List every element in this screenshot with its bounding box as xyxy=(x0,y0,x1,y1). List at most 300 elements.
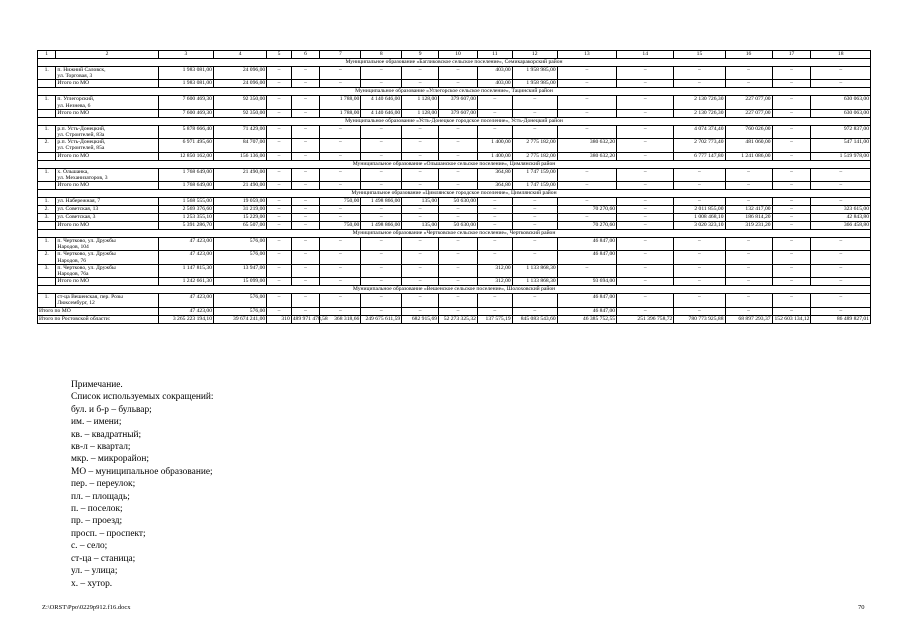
table-cell: – xyxy=(772,222,811,230)
table-cell: 380 632,20 xyxy=(557,152,616,160)
table-row xyxy=(38,222,871,230)
table-cell: – xyxy=(361,125,402,138)
table-cell: – xyxy=(477,294,512,307)
table-row xyxy=(38,251,871,264)
table-cell: 380 632,20 xyxy=(557,139,616,152)
table-cell: 86 489 827,01 xyxy=(811,315,871,323)
table-cell: – xyxy=(674,80,725,88)
table-cell: – xyxy=(617,222,674,230)
table-cell: 52 273 325,32 xyxy=(439,315,478,323)
table-cell: 156 136,00 xyxy=(213,152,266,160)
table-cell: – xyxy=(402,214,439,222)
table-cell: – xyxy=(361,206,402,214)
table-cell: – xyxy=(512,307,557,315)
table-cell: 47 423,00 xyxy=(158,307,213,315)
note-line: ул. – улица; xyxy=(71,566,118,577)
table-row xyxy=(38,307,871,315)
table-cell: – xyxy=(772,80,811,88)
table-cell: – xyxy=(557,214,616,222)
table-cell: 46 847,00 xyxy=(557,294,616,307)
note-line: Примечание. xyxy=(71,380,123,390)
table-cell: – xyxy=(267,139,292,152)
table-cell: 1 568 555,00 xyxy=(158,198,213,206)
table-cell: – xyxy=(772,96,811,109)
table-cell: – xyxy=(557,264,616,277)
table-cell: – xyxy=(725,294,772,307)
section-title: Муниципальное образование «Углегорское сельское поселение», Тацинский район xyxy=(38,88,871,96)
table-cell: 92 350,00 xyxy=(213,96,266,109)
table-cell: – xyxy=(291,222,320,230)
table-cell: – xyxy=(557,182,616,190)
page-number: 70 xyxy=(858,604,865,611)
table-cell: – xyxy=(617,139,674,152)
section-row xyxy=(38,88,871,96)
table-cell: – xyxy=(267,109,292,117)
table-cell: 1 400,00 xyxy=(477,152,512,160)
table-cell: – xyxy=(267,264,292,277)
table-cell: – xyxy=(439,264,478,277)
table-cell: – xyxy=(291,125,320,138)
table-cell: 1 253 355,10 xyxy=(158,214,213,222)
table-cell: 3. xyxy=(38,264,56,277)
table-cell: 319 231,20 xyxy=(725,222,772,230)
table-cell: – xyxy=(477,96,512,109)
table-cell: – xyxy=(772,307,811,315)
table-cell: – xyxy=(402,80,439,88)
table-cell: 3 265 223 194,10 xyxy=(158,315,213,323)
table-cell: – xyxy=(267,80,292,88)
table-cell: – xyxy=(267,251,292,264)
table-cell: 1. xyxy=(38,125,56,138)
table-row xyxy=(38,238,871,251)
table-cell: – xyxy=(477,307,512,315)
table-cell: Итого по МО xyxy=(56,182,158,190)
table-cell: – xyxy=(320,206,361,214)
note-line: просп. – проспект; xyxy=(71,528,146,539)
table-cell: – xyxy=(477,251,512,264)
table-cell: ул. Набережная, 7 xyxy=(56,198,158,206)
table-cell: – xyxy=(439,294,478,307)
table-cell: 1 768 649,00 xyxy=(158,182,213,190)
table-cell: – xyxy=(402,152,439,160)
table-cell: – xyxy=(477,109,512,117)
table-cell: – xyxy=(320,168,361,181)
column-header: 10 xyxy=(439,51,478,59)
table-cell: 2 130 726,30 xyxy=(674,109,725,117)
table-cell: – xyxy=(361,182,402,190)
table-cell: – xyxy=(512,198,557,206)
table-cell: – xyxy=(291,206,320,214)
table-cell: – xyxy=(557,168,616,181)
table-cell: Итого по МО xyxy=(56,109,158,117)
table-cell: 576,00 xyxy=(213,251,266,264)
note-line: бул. и б-р – бульвар; xyxy=(71,404,152,415)
table-cell: – xyxy=(674,294,725,307)
note-line: с. – село; xyxy=(71,541,108,552)
table-cell: 1 241 086,00 xyxy=(725,152,772,160)
table-row xyxy=(38,139,871,152)
table-cell: 39 674 241,00 xyxy=(213,315,266,323)
table-cell: 323 615,00 xyxy=(811,206,871,214)
table-cell: – xyxy=(291,67,320,80)
table-cell: 576,00 xyxy=(213,238,266,251)
table-cell: – xyxy=(439,238,478,251)
table-cell: 50 630,00 xyxy=(439,198,478,206)
section-row xyxy=(38,59,871,67)
column-header: 11 xyxy=(477,51,512,59)
table-cell: 780 773 925,88 xyxy=(674,315,725,323)
table-cell: – xyxy=(617,307,674,315)
section-row xyxy=(38,160,871,168)
table-cell: – xyxy=(439,125,478,138)
table-cell: 760 026,00 xyxy=(725,125,772,138)
table-cell: – xyxy=(320,264,361,277)
table-cell: – xyxy=(811,80,871,88)
table-cell: 489 971 478,58 xyxy=(292,315,328,322)
table-cell: – xyxy=(477,214,512,222)
table-cell: – xyxy=(512,222,557,230)
note-line: кв-л – квартал; xyxy=(71,442,131,453)
table-cell: 65 507,00 xyxy=(213,222,266,230)
table-cell: – xyxy=(267,294,292,307)
table-cell: 630 063,00 xyxy=(811,96,871,109)
table-cell: 227 077,00 xyxy=(725,96,772,109)
column-header: 1 xyxy=(38,51,56,59)
table-cell: 70 270,60 xyxy=(557,206,616,214)
table-cell: – xyxy=(617,278,674,286)
table-cell: 93 694,00 xyxy=(557,278,616,286)
table-cell xyxy=(38,80,56,88)
column-header: 3 xyxy=(158,51,213,59)
table-cell: 186 814,20 xyxy=(725,214,772,222)
header-row xyxy=(38,51,871,59)
table-cell: – xyxy=(512,125,557,138)
table-cell: – xyxy=(772,109,811,117)
table-cell: 152 603 134,12 xyxy=(772,315,811,323)
table-cell: 1. xyxy=(38,67,56,80)
table-cell: – xyxy=(291,96,320,109)
table-cell: – xyxy=(674,182,725,190)
table-cell: 1 983 081,00 xyxy=(158,80,213,88)
table-cell: – xyxy=(512,238,557,251)
table-row xyxy=(38,168,871,181)
table-cell: 481 060,00 xyxy=(725,139,772,152)
table-cell: 12 850 162,00 xyxy=(158,152,213,160)
table-cell: Итого по МО xyxy=(56,278,158,286)
table-row xyxy=(38,198,871,206)
note-line: им. – имени; xyxy=(71,417,122,428)
table-cell: – xyxy=(617,125,674,138)
table-cell: 1 498 866,00 xyxy=(361,222,402,230)
table-cell: 24 096,00 xyxy=(213,67,266,80)
table-cell: – xyxy=(725,251,772,264)
table-cell: 2 702 773,40 xyxy=(674,139,725,152)
table-row xyxy=(38,125,871,138)
table-cell: 6 971 495,60 xyxy=(158,139,213,152)
table-cell: – xyxy=(402,238,439,251)
table-cell: – xyxy=(402,168,439,181)
table-cell: – xyxy=(617,80,674,88)
table-cell: – xyxy=(320,214,361,222)
table-cell: 24 096,00 xyxy=(213,80,266,88)
table-cell: – xyxy=(320,278,361,286)
column-header: 13 xyxy=(557,51,616,59)
table-cell: 92 350,00 xyxy=(213,109,266,117)
table-cell: – xyxy=(512,294,557,307)
table-cell: 15 229,00 xyxy=(213,214,266,222)
table-cell: 3 020 323,10 xyxy=(674,222,725,230)
table-cell: – xyxy=(674,264,725,277)
table-cell: – xyxy=(557,67,616,80)
table-cell: 13 947,00 xyxy=(213,264,266,277)
table-cell: – xyxy=(361,264,402,277)
table-cell: 366 458,80 xyxy=(811,222,871,230)
table-cell: – xyxy=(267,96,292,109)
table-cell: 68 897 293,37 xyxy=(725,315,772,323)
note-line: ст-ца – станица; xyxy=(71,553,136,564)
table-cell: – xyxy=(477,222,512,230)
table-cell: 2 011 855,00 xyxy=(674,206,725,214)
table-cell: 7 600 469,30 xyxy=(158,109,213,117)
table-cell: 1 788,00 xyxy=(320,109,361,117)
table-cell: – xyxy=(439,152,478,160)
table-cell: – xyxy=(617,182,674,190)
table-cell: – xyxy=(674,238,725,251)
table-cell: – xyxy=(267,278,292,286)
column-header: 16 xyxy=(725,51,772,59)
table-row xyxy=(38,80,871,88)
table-cell: 403,00 xyxy=(477,80,512,88)
table-cell: 972 837,00 xyxy=(811,125,871,138)
table-cell: 84 707,00 xyxy=(213,139,266,152)
table-cell: – xyxy=(557,80,616,88)
table-cell: 6 777 147,80 xyxy=(674,152,725,160)
table-cell: – xyxy=(557,96,616,109)
table-cell: – xyxy=(772,198,811,206)
table-cell: – xyxy=(291,80,320,88)
table-cell: 1 008 468,10 xyxy=(674,214,725,222)
table-cell: 2 130 726,30 xyxy=(674,96,725,109)
table-cell: 379 607,00 xyxy=(439,96,478,109)
table-cell: 15 099,00 xyxy=(213,278,266,286)
table-cell: 4 140 646,00 xyxy=(361,109,402,117)
table-cell: – xyxy=(725,182,772,190)
table-cell: – xyxy=(512,96,557,109)
table-cell: – xyxy=(320,125,361,138)
note-line: пл. – площадь; xyxy=(71,491,130,502)
table-cell: – xyxy=(772,264,811,277)
table-cell: 1 133 868,30 xyxy=(512,264,557,277)
table-cell: – xyxy=(725,80,772,88)
table-cell: 1 788,00 xyxy=(320,96,361,109)
table-cell: 47 423,00 xyxy=(158,294,213,307)
table-cell: – xyxy=(402,206,439,214)
table-cell: – xyxy=(674,278,725,286)
note-line: мкр. – микрорайон; xyxy=(71,454,149,465)
table-cell: – xyxy=(725,67,772,80)
table-cell: – xyxy=(320,139,361,152)
table-cell: – xyxy=(361,251,402,264)
table-cell: – xyxy=(439,307,478,315)
table-cell: 364,80 xyxy=(477,168,512,181)
section-row xyxy=(38,286,871,294)
table-cell: – xyxy=(725,264,772,277)
column-header: 18 xyxy=(811,51,871,59)
table-cell: – xyxy=(267,206,292,214)
table-cell: 3. xyxy=(38,214,56,222)
column-header: 5 xyxy=(267,51,292,59)
table-cell: – xyxy=(361,139,402,152)
table-cell: – xyxy=(361,80,402,88)
table-cell: – xyxy=(811,182,871,190)
table-cell: 5 391 286,70 xyxy=(158,222,213,230)
table-cell: – xyxy=(291,278,320,286)
table-cell: – xyxy=(267,214,292,222)
table-cell: – xyxy=(674,168,725,181)
table-cell: х. Ольшанка, ул. Механизаторов, 3 xyxy=(56,168,158,181)
table-cell: – xyxy=(512,109,557,117)
table-cell: – xyxy=(320,294,361,307)
table-cell: 1 147 815,30 xyxy=(158,264,213,277)
column-header: 8 xyxy=(361,51,402,59)
table-cell: 46 847,00 xyxy=(557,238,616,251)
table-cell: – xyxy=(402,251,439,264)
table-cell: 2. xyxy=(38,206,56,214)
table-cell: – xyxy=(402,307,439,315)
table-cell: – xyxy=(811,278,871,286)
table-cell: 1 400,00 xyxy=(477,139,512,152)
table-cell: – xyxy=(617,238,674,251)
table-cell: 137 575,19 xyxy=(477,315,512,323)
table-cell: – xyxy=(402,264,439,277)
table-cell: 1 747 159,00 xyxy=(512,182,557,190)
table-cell: 845 083 543,60 xyxy=(512,315,557,323)
notes-block xyxy=(71,379,214,590)
table-cell xyxy=(38,278,56,286)
table-cell: 47 423,00 xyxy=(158,251,213,264)
table-cell: – xyxy=(267,168,292,181)
column-header: 17 xyxy=(772,51,811,59)
section-row xyxy=(38,117,871,125)
table-cell: – xyxy=(361,67,402,80)
table-cell: – xyxy=(512,206,557,214)
table-cell: 71 429,00 xyxy=(213,125,266,138)
table-cell: – xyxy=(291,307,320,315)
table-cell: 2. xyxy=(38,139,56,152)
table-cell: – xyxy=(557,125,616,138)
table-cell: 251 396 758,72 xyxy=(617,315,674,323)
table-cell: 576,00 xyxy=(213,307,266,315)
table-cell: 1 958 985,00 xyxy=(512,67,557,80)
table-cell: – xyxy=(772,168,811,181)
table-cell: 1 983 081,00 xyxy=(158,67,213,80)
table-cell: 312,00 xyxy=(477,264,512,277)
table-cell: 135,00 xyxy=(402,198,439,206)
table-cell: – xyxy=(674,198,725,206)
table-cell: 31 219,00 xyxy=(213,206,266,214)
table-row xyxy=(38,96,871,109)
table-cell: – xyxy=(291,139,320,152)
table-cell: – xyxy=(320,152,361,160)
table-cell: – xyxy=(811,67,871,80)
table-cell: 1 958 985,00 xyxy=(512,80,557,88)
table-cell: – xyxy=(772,214,811,222)
table-cell: – xyxy=(617,214,674,222)
table-cell: 1. xyxy=(38,198,56,206)
table-cell: 1. xyxy=(38,96,56,109)
table-cell: – xyxy=(617,264,674,277)
note-line: Список используемых сокращений: xyxy=(71,392,214,403)
table-cell: – xyxy=(557,109,616,117)
table-cell: – xyxy=(811,264,871,277)
table-cell: – xyxy=(674,307,725,315)
table-cell: – xyxy=(361,214,402,222)
section-title: Муниципальное образование «Ольшанское сельское поселение», Цимлянский район xyxy=(38,160,871,168)
table-cell: – xyxy=(267,198,292,206)
table-cell: – xyxy=(674,251,725,264)
table-cell: р.п. Усть-Донецкий, ул. Строителей, 83а xyxy=(56,125,158,138)
table-cell: – xyxy=(772,206,811,214)
table-cell: ул. Советская, 13 xyxy=(56,206,158,214)
note-line: п. – поселок; xyxy=(71,504,123,515)
table-cell: 46 385 752,55 xyxy=(557,315,616,323)
table-cell: 1 768 649,00 xyxy=(158,168,213,181)
table-cell: – xyxy=(267,67,292,80)
table-cell: – xyxy=(512,214,557,222)
table-cell: – xyxy=(361,238,402,251)
table-cell: – xyxy=(439,168,478,181)
table-cell: 7 600 469,30 xyxy=(158,96,213,109)
table-cell: ст-ца Вешенская, пер. Розы Люксембург, 12 xyxy=(56,294,158,307)
table-cell: – xyxy=(267,222,292,230)
table-cell: – xyxy=(772,278,811,286)
table-cell: – xyxy=(291,182,320,190)
table-cell: 630 063,00 xyxy=(811,109,871,117)
table-cell: – xyxy=(617,67,674,80)
table-cell: – xyxy=(291,214,320,222)
table-cell: – xyxy=(439,206,478,214)
table-cell: 1 133 868,30 xyxy=(512,278,557,286)
table-cell: – xyxy=(291,264,320,277)
table-cell: – xyxy=(811,198,871,206)
table-row xyxy=(38,315,871,323)
table-cell: 379 607,00 xyxy=(439,109,478,117)
table-cell: 19 059,00 xyxy=(213,198,266,206)
table-cell: 42 843,80 xyxy=(811,214,871,222)
table-cell: 132 417,00 xyxy=(725,206,772,214)
table-cell: 1 498 866,00 xyxy=(361,198,402,206)
table-cell: – xyxy=(291,168,320,181)
table-cell: 2 775 182,00 xyxy=(512,152,557,160)
note-line: кв. – квадратный; xyxy=(71,429,142,440)
table-cell: – xyxy=(361,294,402,307)
table-cell: 70 270,60 xyxy=(557,222,616,230)
table-cell: Итого по МО xyxy=(56,80,158,88)
table-cell: 21 490,00 xyxy=(213,168,266,181)
table-cell: ул. Советская, 3 xyxy=(56,214,158,222)
table-cell: – xyxy=(402,294,439,307)
table-cell: – xyxy=(439,182,478,190)
table-cell: 1. xyxy=(38,238,56,251)
table-cell: 682 915,69 xyxy=(402,315,439,323)
table-cell: – xyxy=(772,139,811,152)
table-cell: 50 630,00 xyxy=(439,222,478,230)
table-cell: 46 847,00 xyxy=(557,307,616,315)
table-cell: 227 077,00 xyxy=(725,109,772,117)
table-cell: – xyxy=(772,294,811,307)
table-cell: – xyxy=(512,251,557,264)
table-cell: 1 747 159,00 xyxy=(512,168,557,181)
